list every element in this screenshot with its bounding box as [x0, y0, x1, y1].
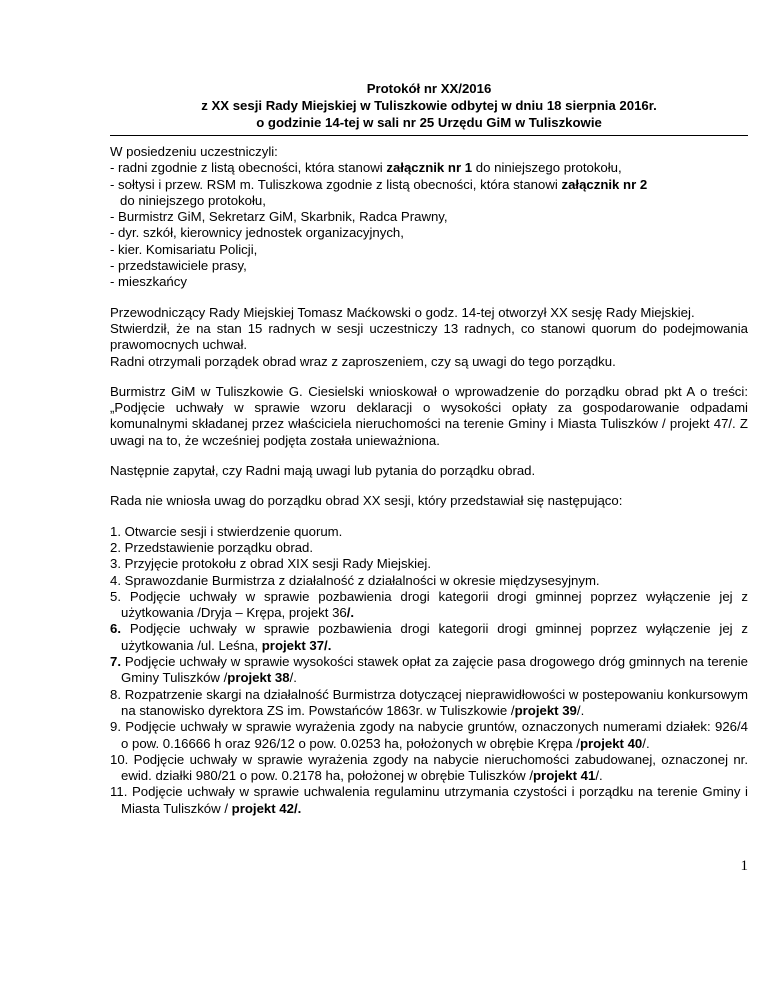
attendance-item: - Burmistrz GiM, Sekretarz GiM, Skarbnik, Radca Prawny, — [110, 209, 448, 225]
opening-section — [110, 305, 748, 370]
agenda-item: 4. Sprawozdanie Burmistrza z działalność z działalności w okresie międzysesyjnym. — [110, 572, 600, 588]
agenda-item: 11. Podjęcie uchwały w sprawie uchwalenia regulaminu utrzymania czystości i porządku na terenie Gminy i Miasta Tuliszków / projekt 42/. — [110, 784, 748, 816]
agenda-item: 10. Podjęcie uchwały w sprawie wyrażenia zgody na nabycie nieruchomości zabudowanej, oznaczonej nr. ewid. działki 980/21 o pow. 0.2178 ha, położonej w obrębie Tuliszków /projekt 41/. — [110, 751, 748, 784]
agenda-received-paragraph: Radni otrzymali porządek obrad wraz z zaproszeniem, czy są uwagi do tego porządku. — [110, 353, 616, 369]
agenda-list — [110, 524, 748, 817]
agenda-item: 6. Podjęcie uchwały w sprawie pozbawienia drogi kategorii drogi gminnej poprzez wyłączenie jej z użytkowania /ul. Leśna, projekt 37/. — [110, 621, 748, 653]
agenda-item: 5. Podjęcie uchwały w sprawie pozbawienia drogi kategorii drogi gminnej poprzez wyłączenie jej z użytkowania /Dryja – Krępa, projekt 36/. — [110, 588, 748, 621]
agenda-intro-paragraph: Rada nie wniosła uwag do porządku obrad XX sesji, który przedstawiał się następująco: — [110, 493, 623, 509]
page-number: 1 — [740, 858, 748, 874]
attendance-intro: W posiedzeniu uczestniczyli: — [110, 144, 278, 159]
protocol-title: Protokół nr XX/2016 — [366, 81, 492, 96]
agenda-item: 9. Podjęcie uchwały w sprawie wyrażenia zgody na nabycie gruntów, oznaczonych numerami działek: 926/4 o pow. 0.16666 h oraz 926/12 o pow. 0.0253 ha, położonych w obrębie Krępa /projekt 40/. — [110, 719, 748, 751]
opening-paragraph: Przewodniczący Rady Miejskiej Tomasz Maćkowski o godz. 14-tej otworzył XX sesję Rady Miejskiej. — [110, 304, 695, 320]
attendance-item: - kier. Komisariatu Policji, — [110, 241, 258, 257]
session-line: z XX sesji Rady Miejskiej w Tuliszkowie odbytej w dniu 18 sierpnia 2016r. — [201, 98, 657, 113]
quorum-paragraph: Stwierdził, że na stan 15 radnych w sesji uczestniczy 13 radnych, co stanowi quorum do podejmowania prawomocnych uchwał. — [110, 320, 748, 353]
attendance-item: - przedstawiciele prasy, — [110, 258, 247, 274]
attendance-section — [110, 144, 748, 291]
agenda-item: 3. Przyjęcie protokołu z obrad XIX sesji Rady Miejskiej. — [110, 556, 432, 572]
protocol-body — [110, 144, 748, 817]
question-paragraph: Następnie zapytał, czy Radni mają uwagi lub pytania do porządku obrad. — [110, 463, 536, 479]
agenda-item: 8. Rozpatrzenie skargi na działalność Burmistrza dotyczącej nieprawidłowości w postepowaniu konkursowym na stanowisko dyrektora ZS im. Powstańców 1863r. w Tuliszkowie /projekt 39/. — [110, 686, 748, 718]
attendance-item-cont: do niniejszego protokołu, — [120, 192, 266, 208]
agenda-item: 1. Otwarcie sesji i stwierdzenie quorum. — [110, 523, 343, 539]
time-place-line: o godzinie 14-tej w sali nr 25 Urzędu GiM w Tuliszkowie — [256, 115, 602, 130]
attendance-item: - sołtysi i przew. RSM m. Tuliszkowa zgodnie z listą obecności, która stanowi załącznik nr 2 — [110, 176, 648, 192]
protocol-header — [110, 80, 748, 131]
attendance-item: - dyr. szkół, kierownicy jednostek organizacyjnych, — [110, 225, 404, 241]
agenda-item: 2. Przedstawienie porządku obrad. — [110, 539, 314, 555]
agenda-item: 7. Podjęcie uchwały w sprawie wysokości stawek opłat za zajęcie pasa drogowego dróg gminnych na terenie Gminy Tuliszków /projekt 38/. — [110, 654, 748, 686]
header-divider — [110, 135, 748, 136]
attendance-item: - mieszkańcy — [110, 274, 187, 290]
mayor-motion-paragraph: Burmistrz GiM w Tuliszkowie G. Ciesielski wnioskował o wprowadzenie do porządku obrad pkt A o treści: „Podjęcie uchwały w sprawie wzoru deklaracji o wysokości opłaty za gospodarowanie odpadami komunalnymi składanej przez właściciela nieruchomości na terenie Gminy i Miasta Tuliszków / projekt 47/. Z uwagi na to, że wcześniej podjęta została unieważniona. — [110, 383, 748, 448]
attendance-item: - radni zgodnie z listą obecności, która stanowi załącznik nr 1 do niniejszego protokołu, — [110, 160, 622, 176]
